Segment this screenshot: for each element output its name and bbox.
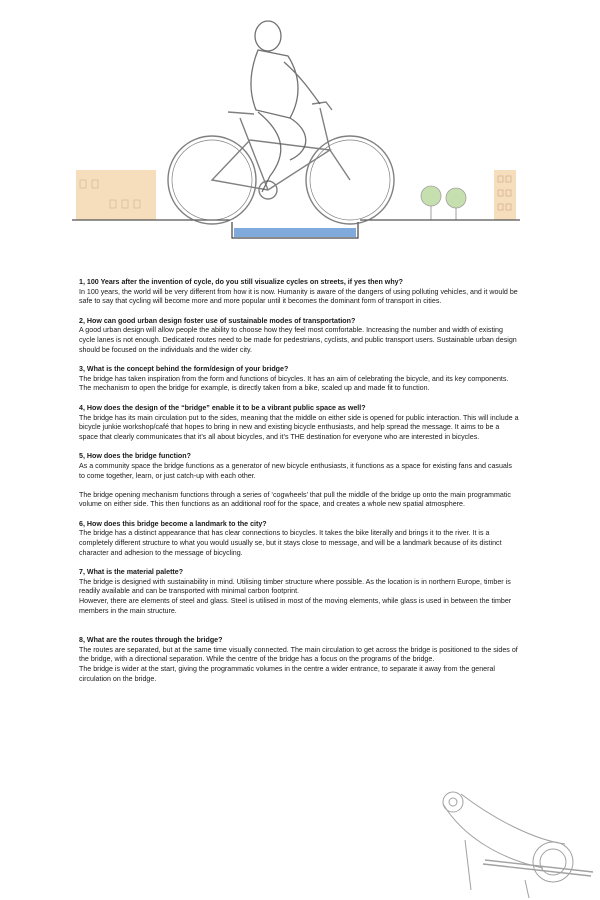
qa-item-7 — [79, 568, 519, 616]
building-left — [76, 170, 156, 220]
cyclist-sketch-icon — [0, 0, 600, 250]
qa-item-8 — [79, 636, 519, 684]
qa-item-5 — [79, 452, 519, 510]
tree-icon — [421, 186, 466, 220]
answer-2: A good urban design will allow people the ability to choose how they feel most comfortable. Increasing the number and width of existing cycle lanes is not enough. Dedicated routes need to be made for pedestrians, cyclists, and public transport users. Sustainable urban design should be focused on the individuals and the wider city. — [79, 326, 517, 354]
building-right — [494, 170, 516, 220]
answer-8a: The routes are separated, but at the same time visually connected. The main circulation to get across the bridge is positioned to the sides of the bridge, with a directional separation. While the centre of the bridge has a focus on the programs of the bridge. — [79, 645, 518, 664]
qa-item-1 — [79, 278, 519, 307]
answer-1: In 100 years, the world will be very different from how it is now. Humanity is aware of the dangers of using polluting vehicles, and it would be safe to say that cycling will become more and more popular until it becomes the dominant form of transport in cities. — [79, 287, 518, 306]
bicycle-chain-sketch-icon — [425, 780, 600, 900]
answer-7b: However, there are elements of steel and glass. Steel is utilised in most of the moving elements, while glass is used in between the timber members in the main structure. — [79, 597, 512, 615]
answer-8b: The bridge is wider at the start, giving the programmatic volumes in the centre a wider entrance, to separate it away from the general circulation on the bridge. — [79, 665, 495, 683]
answer-5a: As a community space the bridge functions as a generator of new bicycle enthusiasts, it functions as a space for existing fans and casuals to come together, learn, or just catch-up with each other. — [79, 461, 512, 480]
qa-item-6 — [79, 520, 519, 558]
question-7: 7, What is the material palette? — [79, 568, 184, 577]
answer-4: The bridge has its main circulation put to the sides, meaning that the middle on either side is opened for public interaction. This will include a bicycle junkie workshop/café that hopes to bring in new and existing bicycle enthusiasts, and help spread the message. It aims to be a space that clearly communicates that it’s all about bicycles, and it’s THE destination for everyone who are interested in bicycles. — [79, 413, 519, 441]
answer-6: The bridge has a distinct appearance that has clear connections to bicycles. It takes the bike literally and brings it to the river. It is a completely different structure to what you would usually se, but it stays close to message, and will be a landmark because of its distinct character and adhesion to the message of bicycling. — [79, 529, 502, 557]
water-channel — [234, 228, 356, 237]
answer-7a: The bridge is designed with sustainability in mind. Utilising timber structure where possible. As the location is in northern Europe, timber is readily available and can be transported with minimal carbon footprint. — [79, 577, 511, 596]
qa-section — [79, 278, 519, 694]
answer-3: The bridge has taken inspiration from the form and functions of bicycles. It has an aim of celebrating the bicycle, and its key components. The mechanism to open the bridge for example, is directly taken from a bike, scaled up and made fit to function. — [79, 374, 509, 393]
question-4: 4, How does the design of the “bridge” enable it to be a vibrant public space as well? — [79, 403, 366, 412]
question-5: 5, How does the bridge function? — [79, 452, 191, 461]
question-2: 2, How can good urban design foster use of sustainable modes of transportation? — [79, 316, 356, 325]
qa-item-3 — [79, 365, 519, 394]
question-1: 1, 100 Years after the invention of cycle, do you still visualize cycles on streets, if yes then why? — [79, 278, 403, 286]
qa-item-2 — [79, 317, 519, 355]
qa-item-4 — [79, 404, 519, 442]
question-8: 8, What are the routes through the bridge? — [79, 636, 223, 645]
question-3: 3, What is the concept behind the form/design of your bridge? — [79, 365, 289, 374]
answer-5b: The bridge opening mechanism functions through a series of ‘cogwheels’ that pull the middle of the bridge up onto the main programmatic volume on either side. This then functions as an additional roof for the space, and creates a whole new spatial atmosphere. — [79, 490, 511, 509]
question-6: 6, How does this bridge become a landmark to the city? — [79, 519, 267, 528]
